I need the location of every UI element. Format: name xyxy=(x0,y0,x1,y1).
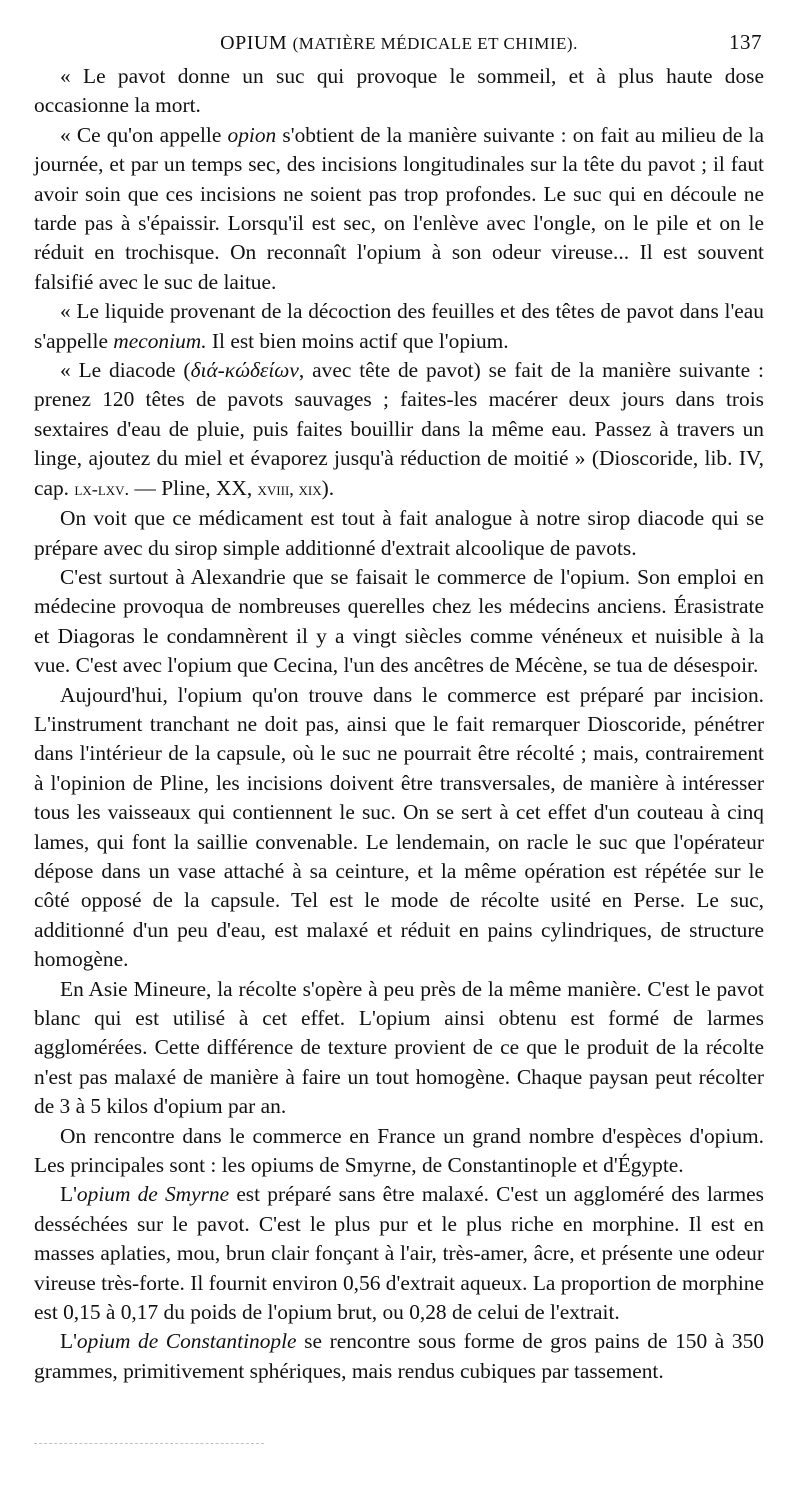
paragraph-1 xyxy=(34,62,764,121)
paragraph-10-italic: opium de Smyrne xyxy=(76,1182,230,1207)
paragraph-11 xyxy=(34,1327,764,1386)
paragraph-10-text-a: L' xyxy=(60,1182,77,1207)
paragraph-9 xyxy=(34,1122,764,1181)
paragraph-11-italic: opium de Constantinople xyxy=(76,1329,297,1354)
paragraph-3-italic: meconium. xyxy=(113,328,207,353)
paragraph-4-text-a: « Le diacode ( xyxy=(60,358,191,383)
paragraph-4-text-d: ). xyxy=(321,475,335,500)
paragraph-5 xyxy=(34,504,764,563)
paragraph-1-text: « Le pavot donne un suc qui provoque le sommeil, et à plus haute dose occasionne la mort. xyxy=(34,64,764,118)
paragraph-10 xyxy=(34,1180,764,1327)
paragraph-2-text-a: « Ce qu'on appelle xyxy=(60,122,228,147)
paragraph-6-text: C'est surtout à Alexandrie que se faisait le commerce de l'opium. Son emploi en médecine provoqua de nombreuses querelles chez les médecins anciens. Érasistrate et Diagoras le condamnèrent il y a vingt siècles comme vénéneux et nuisible à la vue. C'est avec l'opium que Cecina, l'un des ancêtres de Mécène, se tua de désespoir. xyxy=(34,564,764,678)
page-number: 137 xyxy=(729,30,762,54)
running-header xyxy=(34,26,764,62)
paragraph-2-text-b: s'obtient de la manière suivante : on fait au milieu de la journée, et par un temps sec, des incisions longitudinales sur la tête du pavot ; il faut avoir soin que ces incisions ne soient pas trop profondes. Le suc qui en découle ne tarde pas à s'épaissir. Lorsqu'il est sec, on l'enlève avec l'ongle, on le pile et on le réduit en trochisque. On reconnaît l'opium à son odeur vireuse... Il est souvent falsifié avec le suc de laitue. xyxy=(34,122,764,294)
paragraph-8 xyxy=(34,975,764,1122)
paragraph-3 xyxy=(34,297,764,356)
paragraph-11-text-b: se rencontre sous forme de gros pains de 150 à 350 grammes, primitivement sphériques, mais rendus cubiques par tassement. xyxy=(34,1329,764,1383)
paragraph-4-smallcaps-b: xviii, xix xyxy=(257,478,322,499)
paragraph-5-text: On voit que ce médicament est tout à fait analogue à notre sirop diacode qui se prépare avec du sirop simple additionné d'extrait alcoolique de pavots. xyxy=(34,506,764,560)
bottom-scan-artifact xyxy=(34,1443,264,1446)
document-page xyxy=(34,26,764,1386)
paragraph-4-greek: διά-κώδείων xyxy=(190,358,299,383)
paragraph-2 xyxy=(34,121,764,297)
paragraph-10-text-b: est préparé sans être malaxé. C'est un aggloméré des larmes desséchées sur le pavot. C'est le plus pur et le plus riche en morphine. Il est en masses aplaties, mou, brun clair fonçant à l'air, très-amer, âcre, et présente une odeur vireuse très-forte. Il fournit environ 0,56 d'extrait aqueux. La proportion de morphine est 0,15 à 0,17 du poids de l'opium brut, ou 0,28 de celui de l'extrait. xyxy=(34,1182,764,1325)
body-text xyxy=(34,62,764,1386)
paragraph-4 xyxy=(34,356,764,504)
paragraph-7 xyxy=(34,681,764,975)
header-subtitle: (MATIÈRE MÉDICALE ET CHIMIE). xyxy=(292,34,578,53)
paragraph-8-text: En Asie Mineure, la récolte s'opère à peu près de la même manière. C'est le pavot blanc qui est utilisé à cet effet. L'opium ainsi obtenu est formé de larmes agglomérées. Cette différence de texture provient de ce que le produit de la récolte n'est pas malaxé de manière à faire un tout homogène. Chaque paysan peut récolter de 3 à 5 kilos d'opium par an. xyxy=(34,976,764,1119)
paragraph-3-text-a: « Le liquide provenant de la décoction des feuilles et des têtes de pavot dans l'eau s'appelle xyxy=(34,299,764,353)
running-title xyxy=(34,32,764,55)
paragraph-6 xyxy=(34,563,764,681)
paragraph-7-text: Aujourd'hui, l'opium qu'on trouve dans le commerce est préparé par incision. L'instrument tranchant ne doit pas, ainsi que le fait remarquer Dioscoride, pénétrer dans l'intérieur de la capsule, où le suc ne pourrait être récolté ; mais, contrairement à l'opinion de Pline, les incisions doivent être transversales, de manière à intéresser tous les vaisseaux qui contiennent le suc. On se sert à cet effet d'un couteau à cinq lames, qui font la saillie convenable. Le lendemain, on racle le suc que l'opérateur dépose dans un vase attaché à sa ceinture, et la même opération est répétée sur le côté opposé de la capsule. Tel est le mode de récolte usité en Perse. Le suc, additionné d'un peu d'eau, est malaxé et réduit en pains cylindriques, de structure homogène. xyxy=(34,682,764,972)
paragraph-9-text: On rencontre dans le commerce en France un grand nombre d'espèces d'opium. Les principales sont : les opiums de Smyrne, de Constantinople et d'Égypte. xyxy=(34,1123,764,1178)
paragraph-11-text-a: L' xyxy=(60,1329,77,1354)
header-title: OPIUM xyxy=(220,32,288,54)
paragraph-3-text-b: Il est bien moins actif que l'opium. xyxy=(206,328,509,353)
paragraph-4-smallcaps-a: lx-lxv. xyxy=(74,478,130,499)
paragraph-2-italic: opion xyxy=(227,122,277,147)
paragraph-4-text-c: — Pline, XX, xyxy=(129,475,258,500)
paragraph-4-text-b: , avec tête de pavot) se fait de la manière suivante : prenez 120 têtes de pavots sauvages ; faites-les macérer deux jours dans trois sextaires d'eau de pluie, puis faites bouillir dans la même eau. Passez à travers un linge, ajoutez du miel et évaporez jusqu'à réduction de moitié » (Dioscoride, lib. IV, cap. xyxy=(34,358,764,500)
